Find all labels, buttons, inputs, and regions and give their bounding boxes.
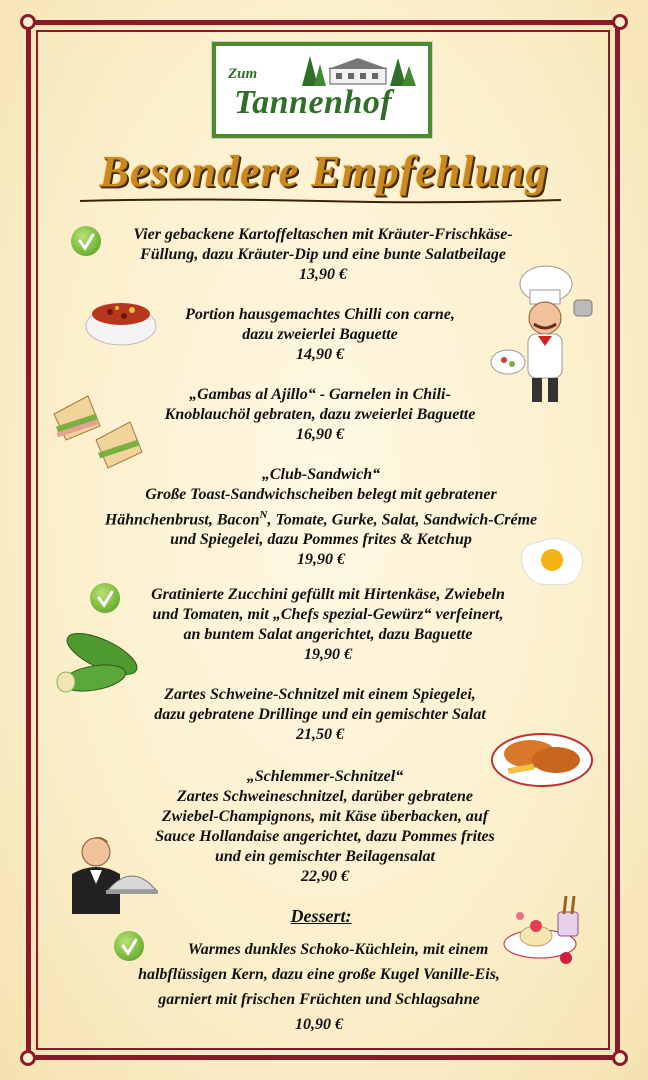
item-description-line: Zartes Schweine-Schnitzel mit einem Spiegelei, <box>164 686 476 703</box>
fried-egg-icon <box>516 534 588 590</box>
restaurant-logo <box>212 42 432 138</box>
item-description-fragment: Hähnchenbrust, Bacon <box>104 511 260 529</box>
item-price: 14,90 € <box>296 346 344 363</box>
item-description-line: Portion hausgemachtes Chilli con carne, <box>185 306 455 323</box>
menu-item <box>72 465 570 570</box>
border-corner-ornament <box>20 1050 36 1066</box>
vegetarian-leaf-icon <box>71 226 101 256</box>
item-title: „Club-Sandwich“ <box>261 466 381 483</box>
item-title: „Schlemmer-Schnitzel“ <box>246 768 404 785</box>
chef-icon <box>490 262 600 412</box>
item-price: 13,90 € <box>299 266 347 283</box>
item-description-line: Füllung, dazu Kräuter-Dip und eine bunte Salatbeilage <box>140 246 506 263</box>
item-price: 10,90 € <box>295 1016 343 1033</box>
sandwich-icon <box>52 392 146 474</box>
item-price: 22,90 € <box>301 868 349 885</box>
item-description-line: an buntem Salat angerichtet, dazu Baguette <box>183 626 473 643</box>
allergen-marker: N <box>259 509 268 521</box>
item-description-line: und Tomaten, mit „Chefs spezial-Gewürz“ verfeinert, <box>152 606 504 623</box>
vegetarian-leaf-icon <box>90 583 120 613</box>
item-description-fragment: Tomate, Gurke, Salat, Sandwich-Créme <box>275 511 538 529</box>
item-description-line: Zartes Schweineschnitzel, darüber gebratene <box>176 788 473 805</box>
item-description-line: Sauce Hollandaise angerichtet, dazu Pommes frites <box>155 828 495 845</box>
item-description-line: garniert mit frischen Früchten und Schlagsahne <box>158 991 480 1008</box>
item-description-line: dazu gebratene Drillinge und ein gemischter Salat <box>154 706 486 723</box>
item-description-line: Vier gebackene Kartoffeltaschen mit Kräuter-Frischkäse- <box>133 226 513 243</box>
logo-zum-text: Zum <box>228 66 258 82</box>
item-price: 19,90 € <box>297 551 345 569</box>
title-underline-swash <box>78 196 563 204</box>
item-description-line: und ein gemischter Beilagensalat <box>214 848 435 865</box>
logo-name-text: Tannenhof <box>234 84 393 121</box>
item-description-line: Gratinierte Zucchini gefüllt mit Hirtenkäse, Zwiebeln <box>151 586 505 603</box>
item-description-line: Warmes dunkles Schoko-Küchlein, mit einem <box>187 941 489 958</box>
forest-house-logo-icon <box>292 52 422 88</box>
waiter-icon <box>62 824 158 916</box>
menu-item <box>108 225 538 285</box>
item-description-line: dazu zweierlei Baguette <box>242 326 398 343</box>
item-description-line: halbflüssigen Kern, dazu eine große Kugel Vanille-Eis, <box>138 966 500 983</box>
menu-item <box>120 685 520 745</box>
page-title: Besondere Empfehlung <box>99 147 549 196</box>
item-price: 16,90 € <box>296 426 344 443</box>
item-description-line: und Spiegelei, dazu Pommes frites & Ketchup <box>170 531 472 549</box>
dessert-plate-icon <box>500 890 592 970</box>
item-description-line: Große Toast-Sandwichscheiben belegt mit gebratener <box>145 486 497 503</box>
menu-item <box>118 585 538 665</box>
border-corner-ornament <box>20 14 36 30</box>
menu-item <box>140 305 500 365</box>
item-description-line: Knoblauchöl gebraten, dazu zweierlei Baguette <box>164 406 476 423</box>
menu-item <box>106 937 532 1037</box>
item-description-line: Zwiebel-Champignons, mit Käse überbacken, auf <box>161 808 489 825</box>
border-corner-ornament <box>612 14 628 30</box>
item-description-line: Hähnchenbrust, Bacon$^N$, Tomate, Gurke, Salat, Sandwich-Créme <box>104 509 538 529</box>
menu-item <box>140 385 500 445</box>
item-description-line: „Gambas al Ajillo“ - Garnelen in Chili- <box>189 386 451 403</box>
dessert-heading: Dessert: <box>290 906 352 926</box>
item-price: 21,50 € <box>296 726 344 743</box>
menu-item <box>120 767 530 887</box>
item-price: 19,90 € <box>304 646 352 663</box>
border-corner-ornament <box>612 1050 628 1066</box>
